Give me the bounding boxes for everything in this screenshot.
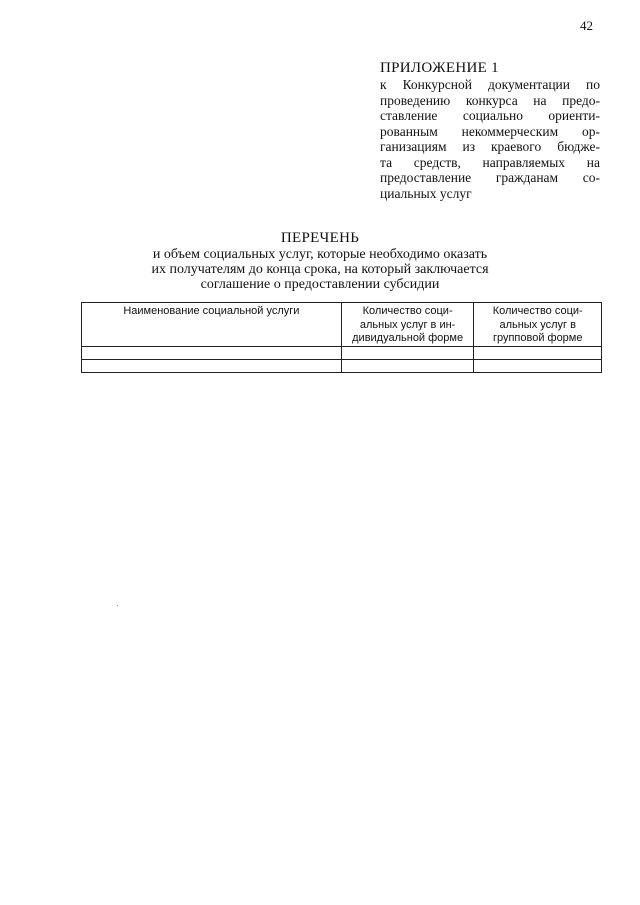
table-cell [474, 359, 602, 372]
header-service-name [82, 303, 342, 347]
table-row [82, 346, 602, 359]
table-header-row [82, 303, 602, 347]
table-cell [341, 359, 474, 372]
heading-title: ПЕРЕЧЕНЬ [280, 230, 360, 246]
table-row [82, 359, 602, 372]
appendix-line: рованным некоммерческим ор- [380, 123, 600, 139]
document-heading [0, 230, 640, 292]
appendix-line: проведению конкурса на предо- [380, 92, 600, 108]
appendix-line: предоставление гражданам со- [380, 170, 600, 185]
header-line: Количество соци- [492, 305, 583, 317]
heading-line: соглашение о предоставлении субсидии [200, 277, 440, 292]
table-cell [82, 359, 342, 372]
appendix-block [380, 60, 600, 201]
table-cell [341, 346, 474, 359]
header-group-count [474, 303, 602, 347]
appendix-line: ганизациям из краевого бюдже- [380, 139, 600, 154]
header-line: групповой форме [492, 332, 583, 344]
header-line: альных услуг в [499, 318, 576, 331]
appendix-line: к Конкурсной документации по [380, 77, 600, 92]
appendix-line: ставление социально ориенти- [380, 108, 600, 123]
services-table [81, 302, 602, 373]
appendix-line: та средств, направляемых на [380, 154, 600, 170]
header-individual-count [341, 303, 474, 347]
header-line: альных услуг в ин- [359, 318, 456, 331]
header-line: Наименование социальной услуги [123, 305, 300, 317]
appendix-title: ПРИЛОЖЕНИЕ 1 [380, 60, 499, 76]
heading-line: и объем социальных услуг, которые необходимо оказать [152, 247, 488, 262]
header-line: Количество соци- [362, 305, 453, 317]
appendix-line: циальных услуг [380, 185, 472, 201]
scan-speck [117, 605, 118, 606]
table-cell [82, 346, 342, 359]
page-number: 42 [580, 18, 593, 33]
heading-line: их получателям до конца срока, на который заключается [151, 262, 489, 277]
header-line: дивидуальной форме [352, 332, 464, 344]
table-cell [474, 346, 602, 359]
